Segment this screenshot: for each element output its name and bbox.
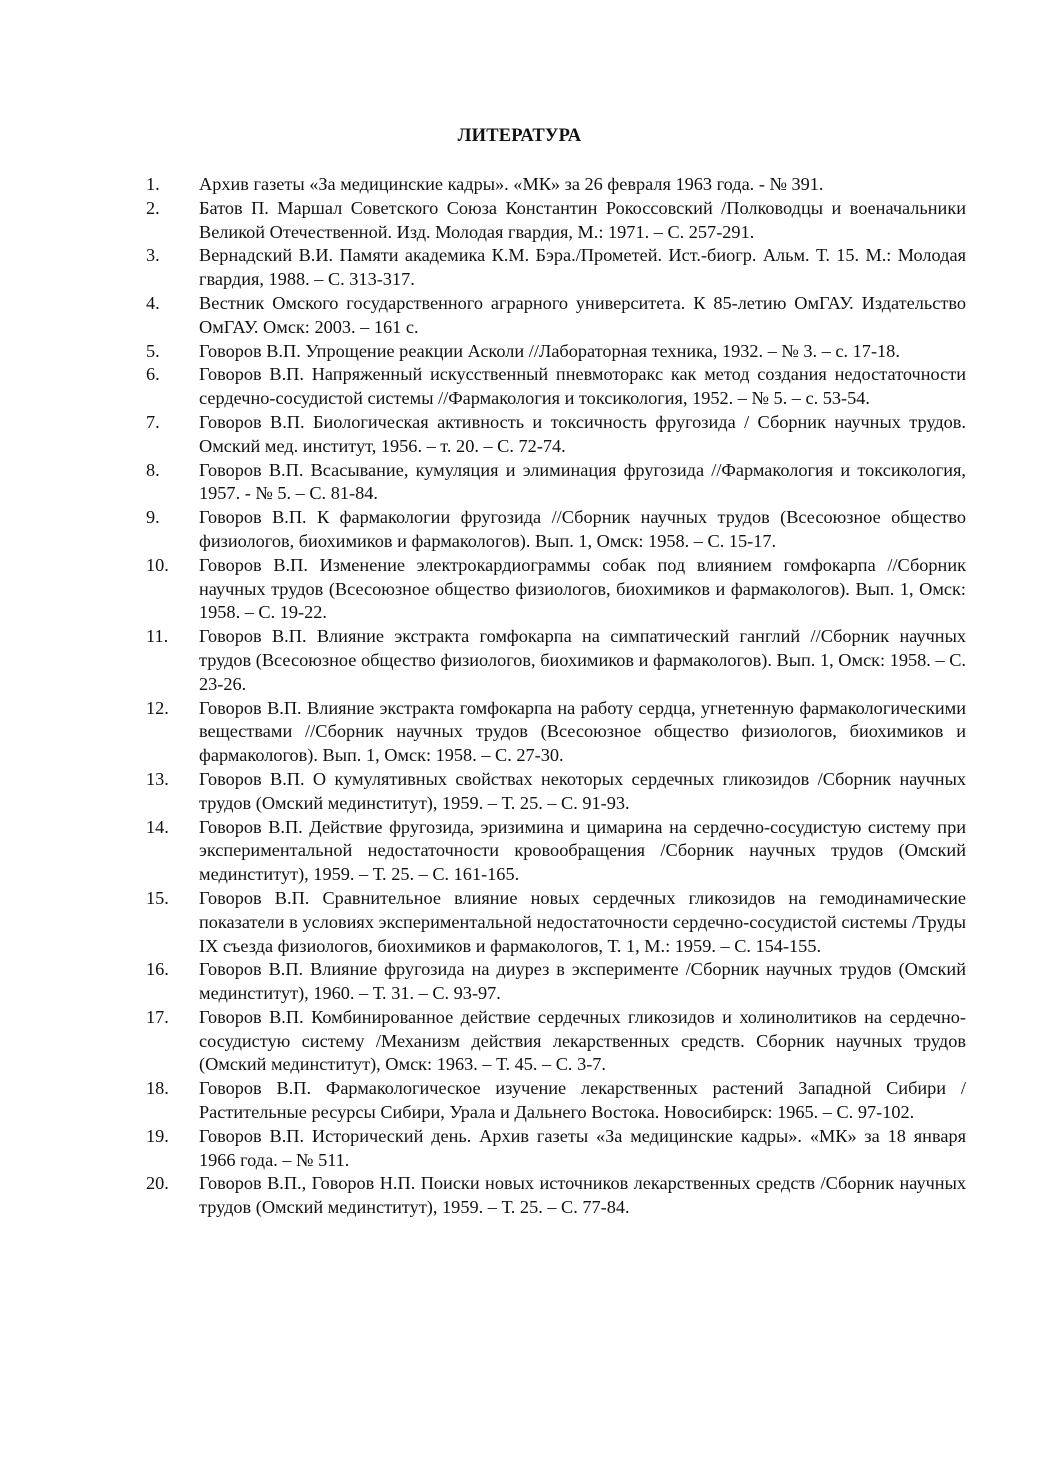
reference-text: Вернадский В.И. Памяти академика К.М. Бэра./Прометей. Ист.-биогр. Альм. Т. 15. М.: Молодая гвардия, 1988. – С. 313-317.: [199, 245, 966, 290]
reference-text: Говоров В.П. Влияние экстракта гомфокарпа на работу сердца, угнетенную фармакологическими веществами //Сборник научных трудов (Всесоюзное общество физиологов, биохимиков и фармакологов). Вып. 1, Омск: 1958. – С. 27-30.: [199, 697, 966, 766]
reference-number: 12.: [146, 697, 169, 718]
reference-text: Говоров В.П. Напряженный искусственный пневмоторакс как метод создания недостаточности сердечно-сосудистой системы //Фармакология и токсикология, 1952. – № 5. – с. 53-54.: [199, 364, 966, 409]
reference-item: [146, 625, 966, 696]
page-title: ЛИТЕРАТУРА: [457, 126, 582, 146]
reference-item: [146, 363, 966, 411]
reference-text: Говоров В.П. Фармакологическое изучение лекарственных растений Западной Сибири /Растительные ресурсы Сибири, Урала и Дальнего Востока. Новосибирск: 1965. – С. 97-102.: [199, 1078, 966, 1123]
reference-number: 14.: [146, 816, 169, 837]
reference-number: 11.: [146, 626, 169, 647]
reference-number: 3.: [146, 245, 160, 266]
reference-text: Вестник Омского государственного аграрного университета. К 85-летию ОмГАУ. Издательство ОмГАУ. Омск: 2003. – 161 с.: [199, 292, 966, 337]
reference-number: 16.: [146, 959, 169, 980]
reference-item: [146, 768, 966, 816]
reference-number: 15.: [146, 887, 169, 908]
reference-text: Говоров В.П. Сравнительное влияние новых сердечных гликозидов на гемодинамические показатели в условиях экспериментальной недостаточности сердечно-сосудистой системы /Труды IX съезда физиологов, биохимиков и фармакологов, Т. 1, М.: 1959. – С. 154-155.: [199, 887, 966, 956]
reference-item: [146, 459, 966, 507]
reference-item: [146, 173, 966, 197]
reference-number: 18.: [146, 1078, 169, 1099]
reference-item: [146, 554, 966, 625]
reference-text: Говоров В.П. Биологическая активность и токсичность фругозида / Сборник научных трудов. Омский мед. институт, 1956. – т. 20. – С. 72-74.: [199, 411, 966, 456]
reference-text: Говоров В.П., Говоров Н.П. Поиски новых источников лекарственных средств /Сборник научных трудов (Омский мединститут), 1959. – Т. 25. – С. 77-84.: [199, 1173, 966, 1218]
reference-number: 9.: [146, 507, 160, 528]
reference-list: [146, 173, 966, 1220]
reference-number: 5.: [146, 340, 160, 361]
reference-number: 4.: [146, 292, 160, 313]
reference-text: Говоров В.П. Изменение электрокардиограммы собак под влиянием гомфокарпа //Сборник научных трудов (Всесоюзное общество физиологов, биохимиков и фармакологов). Вып. 1, Омск: 1958. – С. 19-22.: [199, 554, 966, 623]
reference-number: 8.: [146, 459, 160, 480]
reference-number: 19.: [146, 1125, 169, 1146]
reference-item: [146, 1006, 966, 1077]
reference-text: Говоров В.П. Действие фругозида, эризимина и цимарина на сердечно-сосудистую систему при экспериментальной недостаточности кровообращения /Сборник научных трудов (Омский мединститут), 1959. – Т. 25. – С. 161-165.: [199, 816, 966, 885]
reference-text: Говоров В.П. К фармакологии фругозида //Сборник научных трудов (Всесоюзное общество физиологов, биохимиков и фармакологов). Вып. 1, Омск: 1958. – С. 15-17.: [199, 507, 966, 551]
reference-item: [146, 816, 966, 887]
reference-item: [146, 1172, 966, 1220]
reference-text: Говоров В.П. Исторический день. Архив газеты «За медицинские кадры». «МК» за 18 января 1966 года. – № 511.: [199, 1125, 966, 1170]
reference-item: [146, 958, 966, 1006]
reference-item: [146, 887, 966, 958]
reference-number: 1.: [146, 174, 160, 194]
reference-text: Говоров В.П. Комбинированное действие сердечных гликозидов и холинолитиков на сердечно-сосудистую систему /Механизм действия лекарственных средств. Сборник научных трудов (Омский мединститут), Омск: 1963. – Т. 45. – С. 3-7.: [199, 1006, 966, 1075]
reference-item: [146, 292, 966, 340]
reference-item: [146, 1125, 966, 1173]
reference-text: Говоров В.П. Влияние экстракта гомфокарпа на симпатический ганглий //Сборник научных трудов (Всесоюзное общество физиологов, биохимиков и фармакологов). Вып. 1, Омск: 1958. – С. 23-26.: [199, 626, 966, 694]
reference-number: 20.: [146, 1173, 169, 1194]
reference-number: 13.: [146, 768, 169, 789]
reference-number: 6.: [146, 364, 160, 385]
reference-item: [146, 411, 966, 459]
reference-number: 10.: [146, 554, 169, 575]
reference-number: 2.: [146, 197, 160, 218]
reference-item: [146, 506, 966, 554]
reference-text: Говоров В.П. Упрощение реакции Асколи //Лабораторная техника, 1932. – № 3. – с. 17-18.: [199, 340, 900, 361]
reference-text: Говоров В.П. О кумулятивных свойствах некоторых сердечных гликозидов /Сборник научных трудов (Омский мединститут), 1959. – Т. 25. – С. 91-93.: [199, 768, 966, 813]
reference-item: [146, 1077, 966, 1125]
reference-item: [146, 244, 966, 292]
reference-number: 17.: [146, 1006, 169, 1027]
reference-item: [146, 197, 966, 245]
reference-text: Говоров В.П. Всасывание, кумуляция и элиминация фругозида //Фармакология и токсикология, 1957. - № 5. – С. 81-84.: [199, 459, 966, 504]
reference-text: Батов П. Маршал Советского Союза Константин Рокоссовский /Полководцы и военачальники Великой Отечественной. Изд. Молодая гвардия, М.: 1971. – С. 257-291.: [199, 197, 966, 242]
reference-text: Говоров В.П. Влияние фругозида на диурез в эксперименте /Сборник научных трудов (Омский мединститут), 1960. – Т. 31. – С. 93-97.: [199, 959, 966, 1004]
reference-item: [146, 340, 966, 364]
reference-number: 7.: [146, 411, 160, 432]
reference-item: [146, 697, 966, 768]
reference-text: Архив газеты «За медицинские кадры». «МК» за 26 февраля 1963 года. - № 391.: [199, 174, 824, 194]
